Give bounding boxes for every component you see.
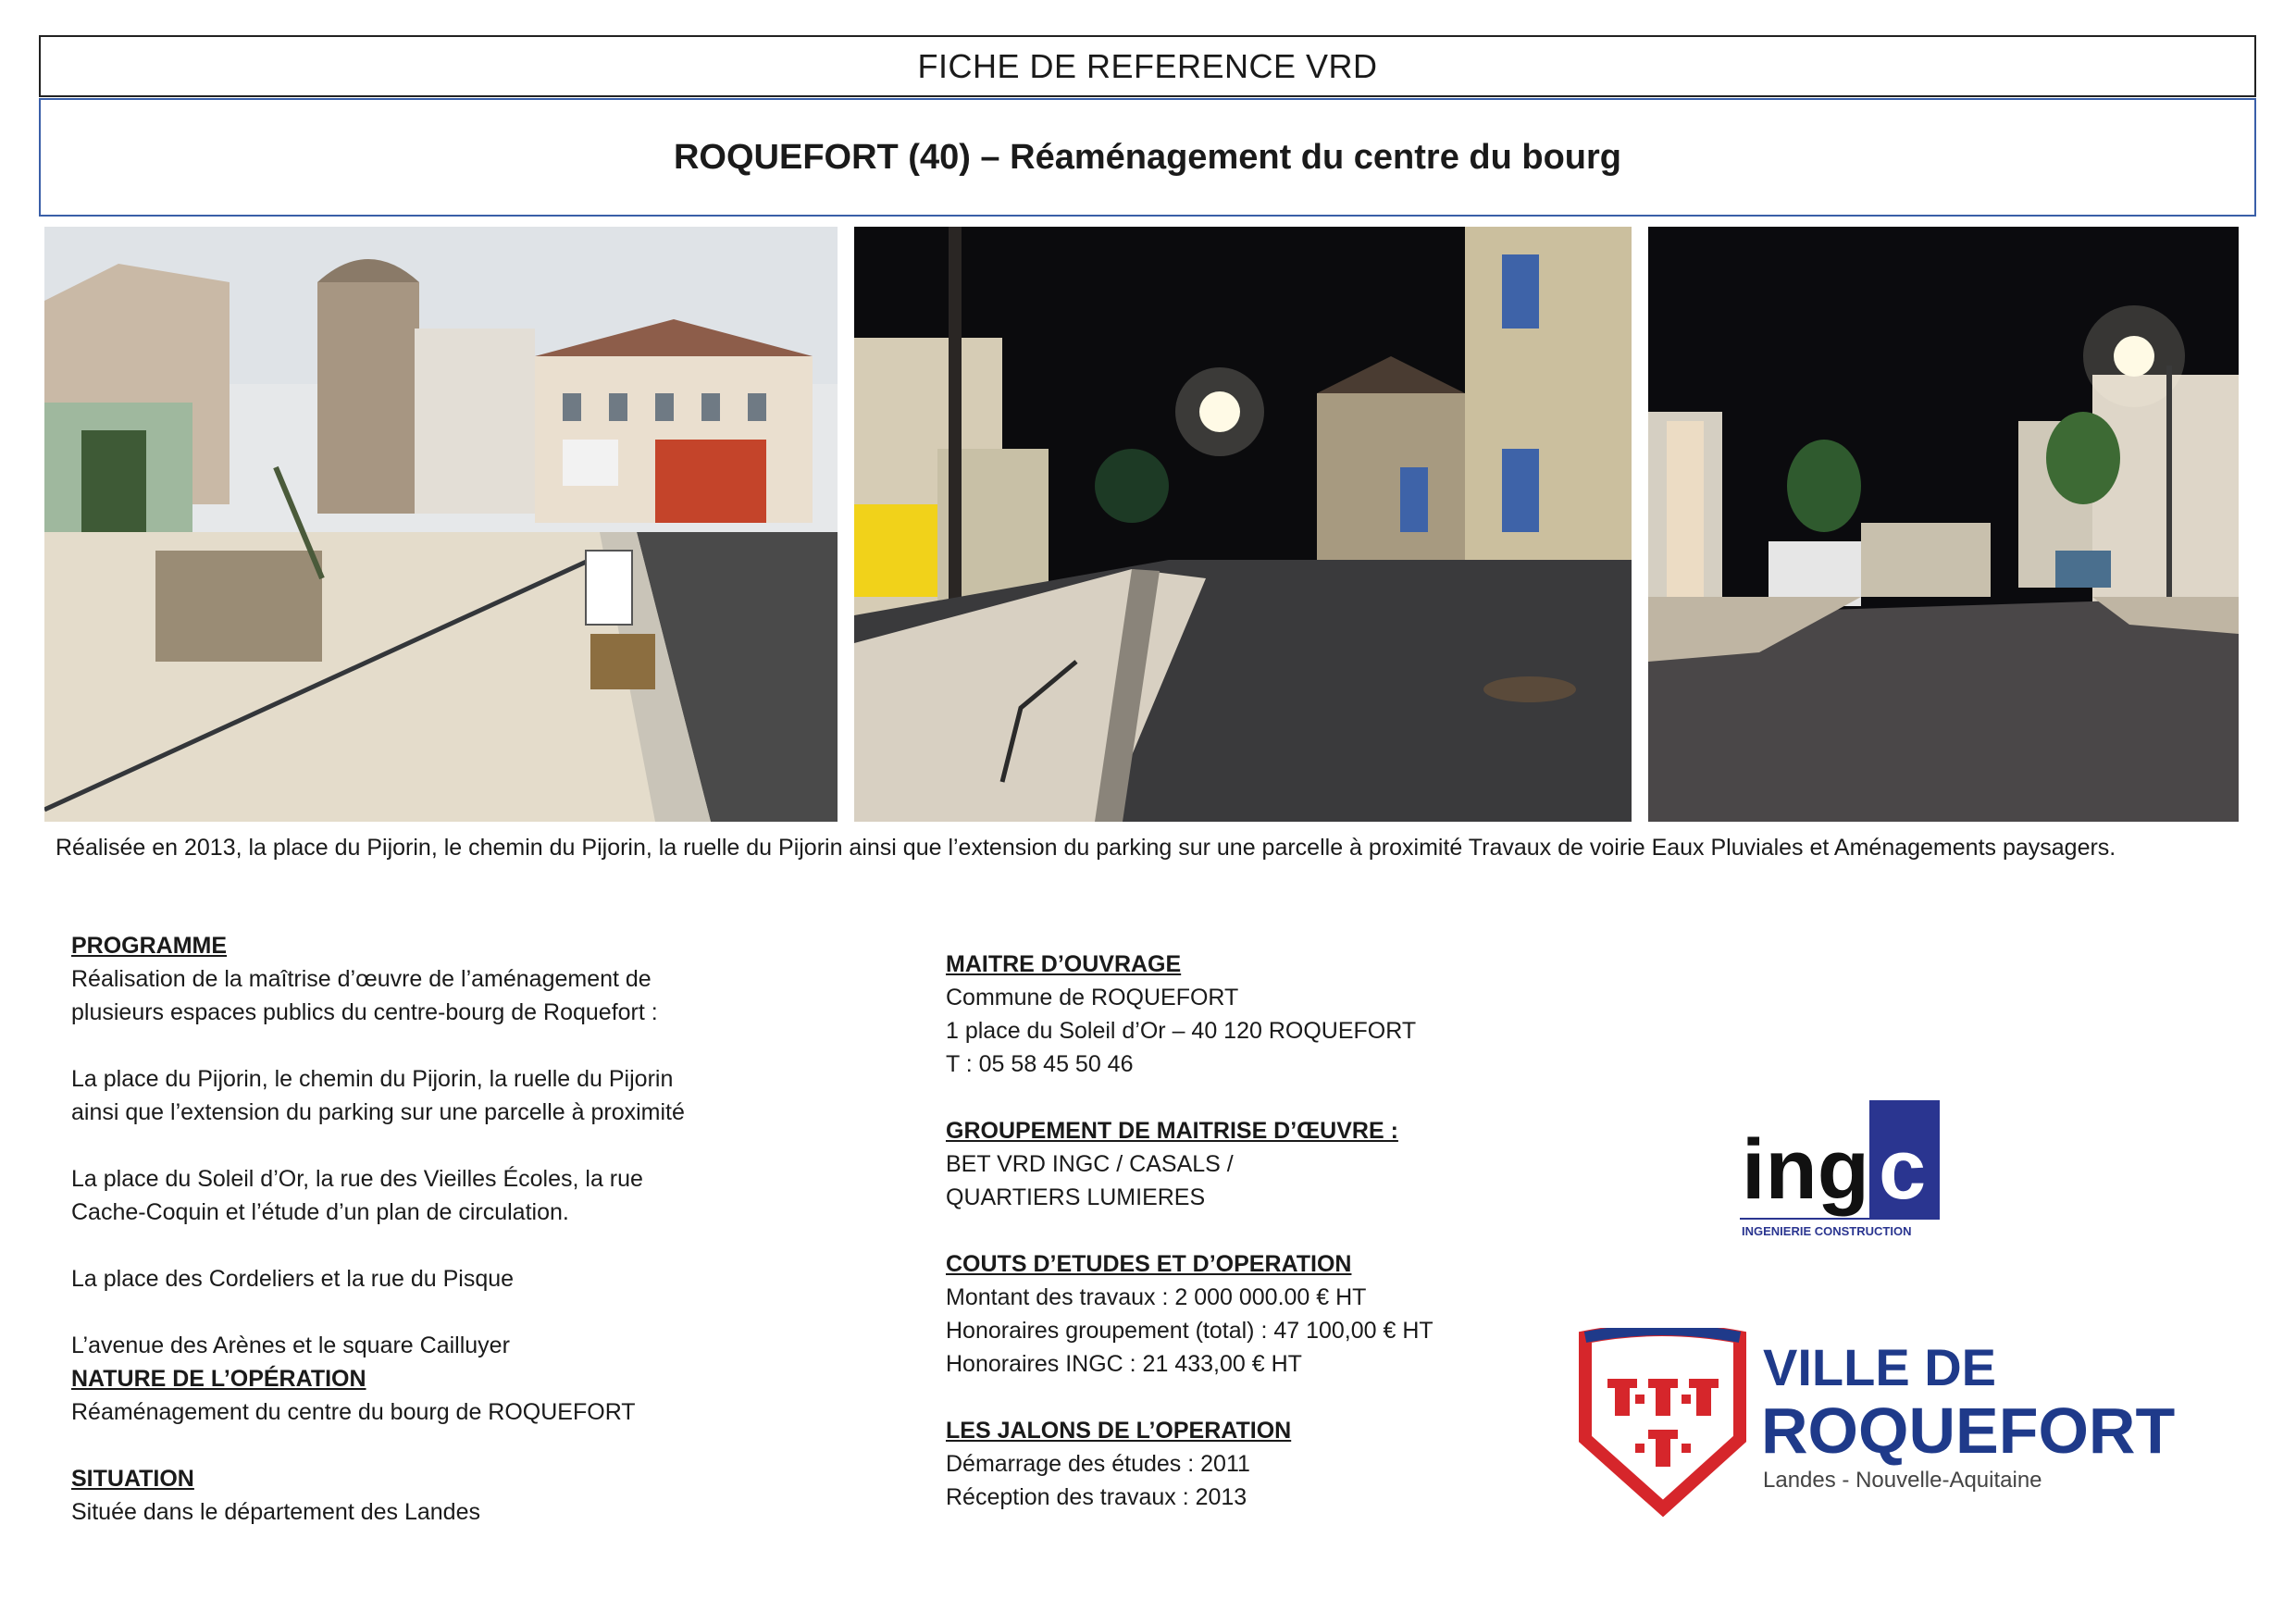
jalons-line: Démarrage des études : 2011: [946, 1451, 1250, 1477]
project-title-box: [39, 98, 2256, 217]
nature-text: Réaménagement du centre du bourg de ROQUEFORT: [71, 1399, 636, 1425]
maitre-ouvrage-line: Commune de ROQUEFORT: [946, 985, 1239, 1010]
situation-text: Située dans le département des Landes: [71, 1499, 480, 1525]
project-title: ROQUEFORT (40) – Réaménagement du centre du bourg: [673, 137, 1622, 177]
programme-intro-line: Réalisation de la maîtrise d’œuvre de l’aménagement de: [71, 966, 652, 992]
nature-heading: NATURE DE L’OPÉRATION: [71, 1366, 366, 1392]
middle-column: [946, 948, 1594, 1514]
couts-line: Honoraires groupement (total) : 47 100,00 € HT: [946, 1318, 1433, 1344]
programme-item-line: ainsi que l’extension du parking sur une parcelle à proximité: [71, 1099, 685, 1125]
ingc-logo-c: c: [1879, 1122, 1927, 1217]
ingc-logo-subtitle: INGENIERIE CONSTRUCTION: [1742, 1224, 1912, 1238]
maitre-ouvrage-heading: MAITRE D’OUVRAGE: [946, 951, 1182, 977]
programme-item-line: La place du Pijorin, le chemin du Pijorin, la ruelle du Pijorin: [71, 1066, 674, 1092]
couts-line: Honoraires INGC : 21 433,00 € HT: [946, 1351, 1302, 1377]
programme-item-line: La place des Cordeliers et la rue du Pisque: [71, 1266, 515, 1292]
daytime-square-works-photo: [44, 227, 838, 822]
coat-of-arms-shield-icon: [1585, 1330, 1740, 1508]
ville-logo-line3: Landes - Nouvelle-Aquitaine: [1763, 1468, 2042, 1493]
document-type-header: [39, 35, 2256, 97]
couts-heading: COUTS D’ETUDES ET D’OPERATION: [946, 1251, 1352, 1277]
night-square-photo: [1648, 227, 2239, 822]
ingc-logo-text: ing: [1742, 1122, 1869, 1217]
photo-caption: Réalisée en 2013, la place du Pijorin, le chemin du Pijorin, la ruelle du Pijorin ainsi que l’extension du parking sur une parcelle à proximité Travaux de voirie Eaux Pluviales et Aménagements paysagers.: [56, 835, 2116, 861]
jalons-line: Réception des travaux : 2013: [946, 1484, 1247, 1510]
programme-intro-line: plusieurs espaces publics du centre-bourg de Roquefort :: [71, 999, 658, 1025]
night-street-photo: [854, 227, 1632, 822]
jalons-heading: LES JALONS DE L’OPERATION: [946, 1418, 1292, 1444]
ville-de-roquefort-logo: [1578, 1328, 2207, 1527]
ville-logo-line1: VILLE DE: [1763, 1338, 1997, 1396]
programme-item-line: La place du Soleil d’Or, la rue des Vieilles Écoles, la rue: [71, 1166, 643, 1192]
maitre-ouvrage-line: 1 place du Soleil d’Or – 40 120 ROQUEFORT: [946, 1018, 1417, 1044]
document-type-label: FICHE DE REFERENCE VRD: [917, 46, 1378, 85]
ville-logo-line2: ROQUEFORT: [1761, 1395, 2176, 1467]
ingc-logo: [1740, 1097, 1943, 1245]
programme-item-line: Cache-Coquin et l’étude d’un plan de circulation.: [71, 1199, 569, 1225]
left-column: [71, 929, 867, 1529]
programme-item-line: L’avenue des Arènes et le square Cailluyer: [71, 1333, 510, 1358]
maitre-ouvrage-line: T : 05 58 45 50 46: [946, 1051, 1134, 1077]
groupement-line: QUARTIERS LUMIERES: [946, 1184, 1206, 1210]
couts-line: Montant des travaux : 2 000 000.00 € HT: [946, 1284, 1367, 1310]
groupement-heading: GROUPEMENT DE MAITRISE D’ŒUVRE :: [946, 1118, 1398, 1144]
programme-heading: PROGRAMME: [71, 933, 228, 959]
groupement-line: BET VRD INGC / CASALS /: [946, 1151, 1234, 1177]
situation-heading: SITUATION: [71, 1466, 194, 1492]
